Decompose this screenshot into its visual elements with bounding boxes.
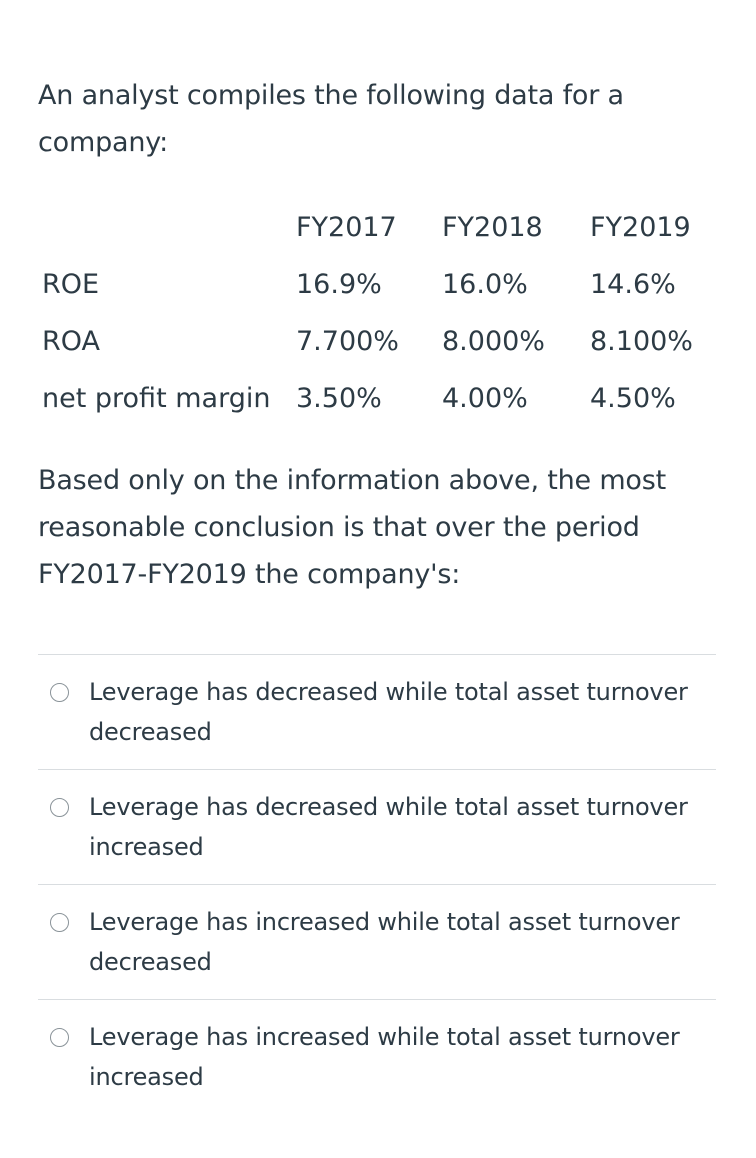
answer-option-4[interactable] <box>38 999 716 1114</box>
answer-option-2[interactable] <box>38 769 716 884</box>
table-header-fy2019: FY2019 <box>590 212 691 243</box>
table-header-fy2017: FY2017 <box>296 212 397 243</box>
radio-button[interactable] <box>50 1028 69 1047</box>
question-body <box>38 72 728 598</box>
answer-option-3[interactable] <box>38 884 716 999</box>
answer-list <box>38 654 716 1114</box>
table-cell: 3.50% <box>296 383 382 414</box>
question-intro: An analyst compiles the following data for a company: <box>38 80 624 158</box>
data-table <box>42 199 710 427</box>
answer-label: Leverage has decreased while total asset turnover decreased <box>89 678 688 746</box>
table-header-row <box>42 199 710 256</box>
row-label: ROE <box>42 269 100 300</box>
answer-label: Leverage has decreased while total asset turnover increased <box>89 793 688 861</box>
row-label: ROA <box>42 326 101 357</box>
table-cell: 14.6% <box>590 269 676 300</box>
table-row <box>42 256 710 313</box>
answer-label: Leverage has increased while total asset turnover increased <box>89 1023 680 1091</box>
table-cell: 4.00% <box>442 383 528 414</box>
table-cell: 16.9% <box>296 269 382 300</box>
answer-label: Leverage has increased while total asset turnover decreased <box>89 908 680 976</box>
table-cell: 16.0% <box>442 269 528 300</box>
table-cell: 8.000% <box>442 326 545 357</box>
row-label: net profit margin <box>42 383 271 414</box>
table-header-label <box>42 199 296 256</box>
radio-button[interactable] <box>50 798 69 817</box>
radio-button[interactable] <box>50 683 69 702</box>
question-prompt: Based only on the information above, the most reasonable conclusion is that over the period FY2017-FY2019 the company's: <box>38 465 667 590</box>
answer-option-1[interactable] <box>38 654 716 769</box>
table-cell: 4.50% <box>590 383 676 414</box>
table-cell: 8.100% <box>590 326 693 357</box>
table-cell: 7.700% <box>296 326 399 357</box>
table-row <box>42 370 710 427</box>
radio-button[interactable] <box>50 913 69 932</box>
table-header-fy2018: FY2018 <box>442 212 543 243</box>
table-row <box>42 313 710 370</box>
